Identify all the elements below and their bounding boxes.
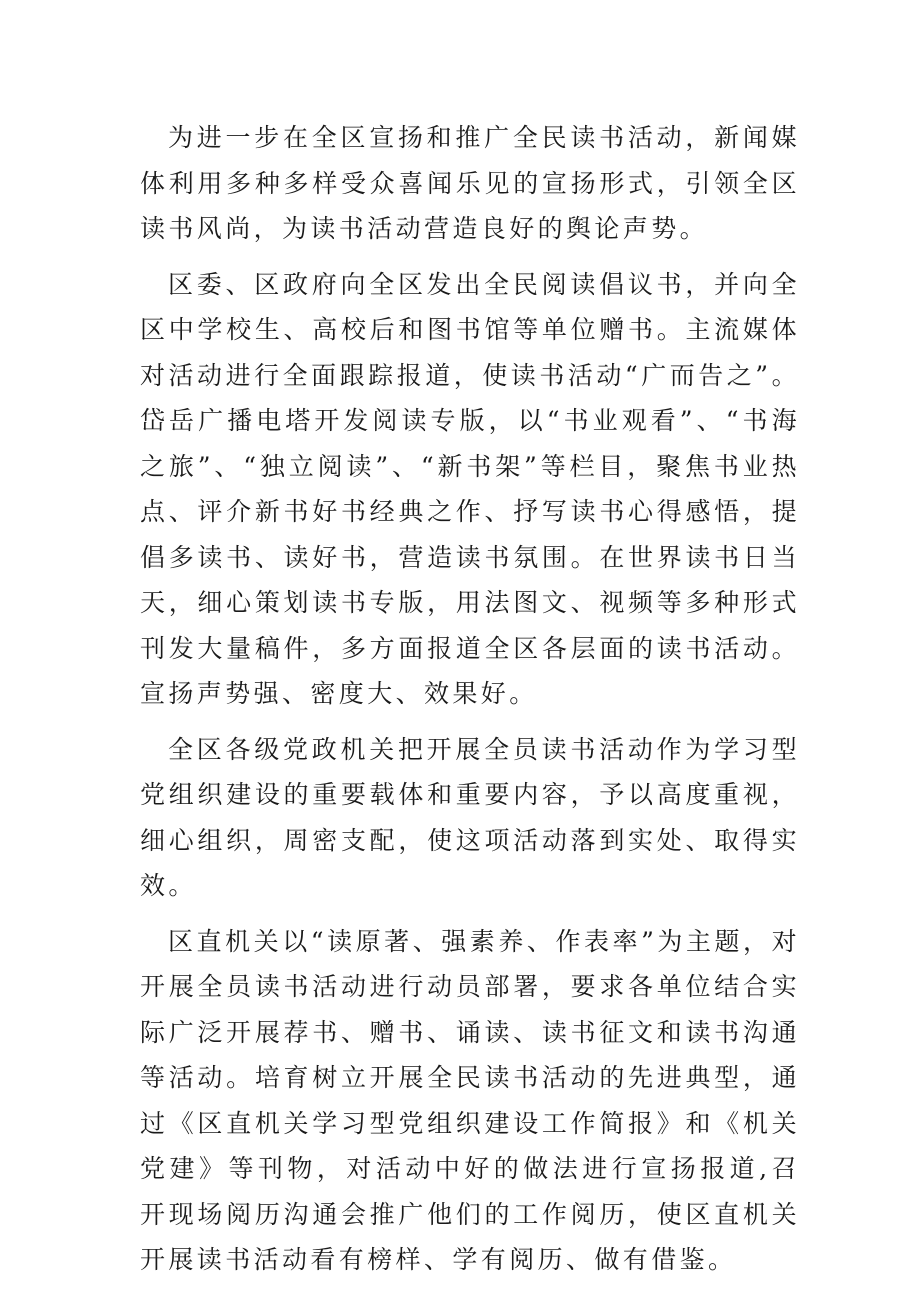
paragraph-1: 为进一步在全区宣扬和推广全民读书活动，新闻媒体利用多种多样受众喜闻乐见的宣扬形式，引领全区读书风尚，为读书活动营造良好的舆论声势。 (140, 123, 800, 243)
paragraph-2: 区委、区政府向全区发出全民阅读倡议书，并向全区中学校生、高校后和图书馆等单位赠书。主流媒体对活动进行全面跟踪报道，使读书活动“广而告之”。岱岳广播电塔开发阅读专版，以“书业观看”、“书海之旅”、“独立阅读”、“新书架”等栏目，聚焦书业热点、评介新书好书经典之作、抒写读书心得感悟，提倡多读书、读好书，营造读书氛围。在世界读书日当天，细心策划读书专版，用法图文、视频等多种形式刊发大量稿件，多方面报道全区各层面的读书活动。宣扬声势强、密度大、效果好。 (140, 269, 800, 708)
document-body (140, 115, 800, 1293)
paragraph-3: 全区各级党政机关把开展全员读书活动作为学习型党组织建设的重要载体和重要内容，予以高度重视，细心组织，周密支配，使这项活动落到实处、取得实效。 (140, 734, 800, 900)
paragraph-4: 区直机关以“读原著、强素养、作表率”为主题，对开展全员读书活动进行动员部署，要求各单位结合实际广泛开展荐书、赠书、诵读、读书征文和读书沟通等活动。培育树立开展全民读书活动的先进典型，通过《区直机关学习型党组织建设工作简报》和《机关党建》等刊物，对活动中好的做法进行宣扬报道,召开现场阅历沟通会推广他们的工作阅历，使区直机关开展读书活动看有榜样、学有阅历、做有借鉴。 (140, 926, 800, 1274)
